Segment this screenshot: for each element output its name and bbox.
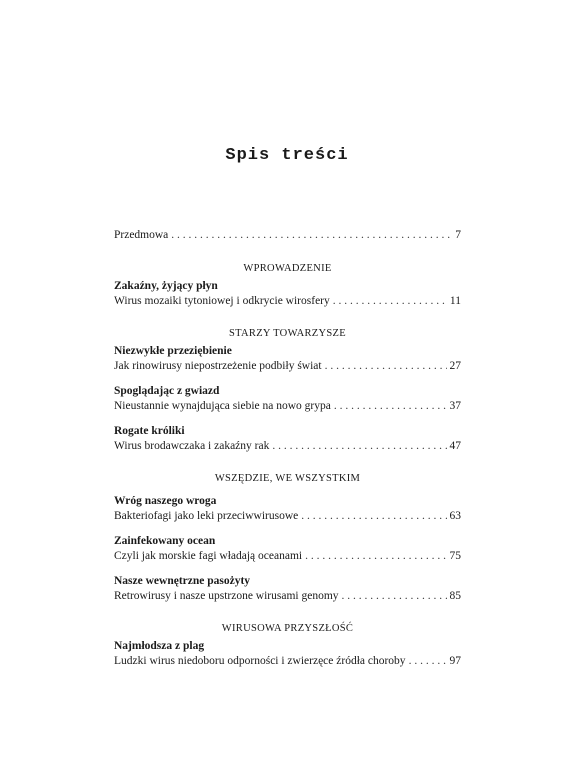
entry-label: Retrowirusy i nasze upstrzone wirusami genomy — [114, 590, 339, 602]
entry-label: Przedmowa — [114, 229, 169, 241]
page-number: 97 — [449, 655, 461, 667]
leader-dots — [334, 399, 447, 414]
toc-entry[interactable] — [114, 399, 461, 414]
page-number: 85 — [449, 590, 461, 602]
leader-dots — [171, 228, 452, 243]
page-number: 11 — [449, 295, 461, 307]
toc-entry[interactable] — [114, 589, 461, 604]
page-title: Spis treści — [225, 146, 349, 165]
entry-label: Wirus brodawczaka i zakaźny rak — [114, 440, 270, 452]
page-number: 63 — [449, 510, 461, 522]
section-heading: STARZY TOWARZYSZE — [229, 328, 346, 339]
table-of-contents — [114, 228, 461, 669]
entry-label: Jak rinowirusy niepostrzeżenie podbiły świat — [114, 360, 322, 372]
chapter-title: Niezwykłe przeziębienie — [114, 345, 232, 357]
section-heading: WPROWADZENIE — [243, 263, 332, 274]
page-number: 75 — [449, 550, 461, 562]
toc-entry[interactable] — [114, 509, 461, 524]
page-number: 47 — [449, 440, 461, 452]
leader-dots — [325, 359, 447, 374]
toc-entry[interactable] — [114, 294, 461, 309]
entry-label: Bakteriofagi jako leki przeciwwirusowe — [114, 510, 299, 522]
toc-entry[interactable] — [114, 549, 461, 564]
entry-label: Ludzki wirus niedoboru odporności i zwierzęce źródła choroby — [114, 655, 406, 667]
chapter-title: Rogate króliki — [114, 425, 185, 437]
chapter-title: Wróg naszego wroga — [114, 495, 217, 507]
page-number: 27 — [449, 360, 461, 372]
section-heading: WIRUSOWA PRZYSZŁOŚĆ — [221, 623, 354, 634]
chapter-title: Najmłodsza z plag — [114, 640, 205, 652]
leader-dots — [342, 589, 447, 604]
leader-dots — [301, 509, 446, 524]
chapter-title: Zainfekowany ocean — [114, 535, 216, 547]
chapter-title: Spoglądając z gwiazd — [114, 385, 220, 397]
page-number: 7 — [455, 229, 461, 241]
leader-dots — [305, 549, 446, 564]
section-heading: WSZĘDZIE, WE WSZYSTKIM — [214, 473, 361, 484]
toc-entry-preface[interactable] — [114, 228, 461, 243]
entry-label: Nieustannie wynajdująca siebie na nowo grypa — [114, 400, 331, 412]
page-number: 37 — [449, 400, 461, 412]
leader-dots — [409, 654, 447, 669]
chapter-title: Nasze wewnętrzne pasożyty — [114, 575, 251, 587]
leader-dots — [272, 439, 446, 454]
chapter-title: Zakaźny, żyjący płyn — [114, 280, 218, 292]
leader-dots — [333, 294, 447, 309]
entry-label: Czyli jak morskie fagi władają oceanami — [114, 550, 303, 562]
toc-entry[interactable] — [114, 439, 461, 454]
entry-label: Wirus mozaiki tytoniowej i odkrycie wirosfery — [114, 295, 330, 307]
toc-entry[interactable] — [114, 359, 461, 374]
toc-entry[interactable] — [114, 654, 461, 669]
